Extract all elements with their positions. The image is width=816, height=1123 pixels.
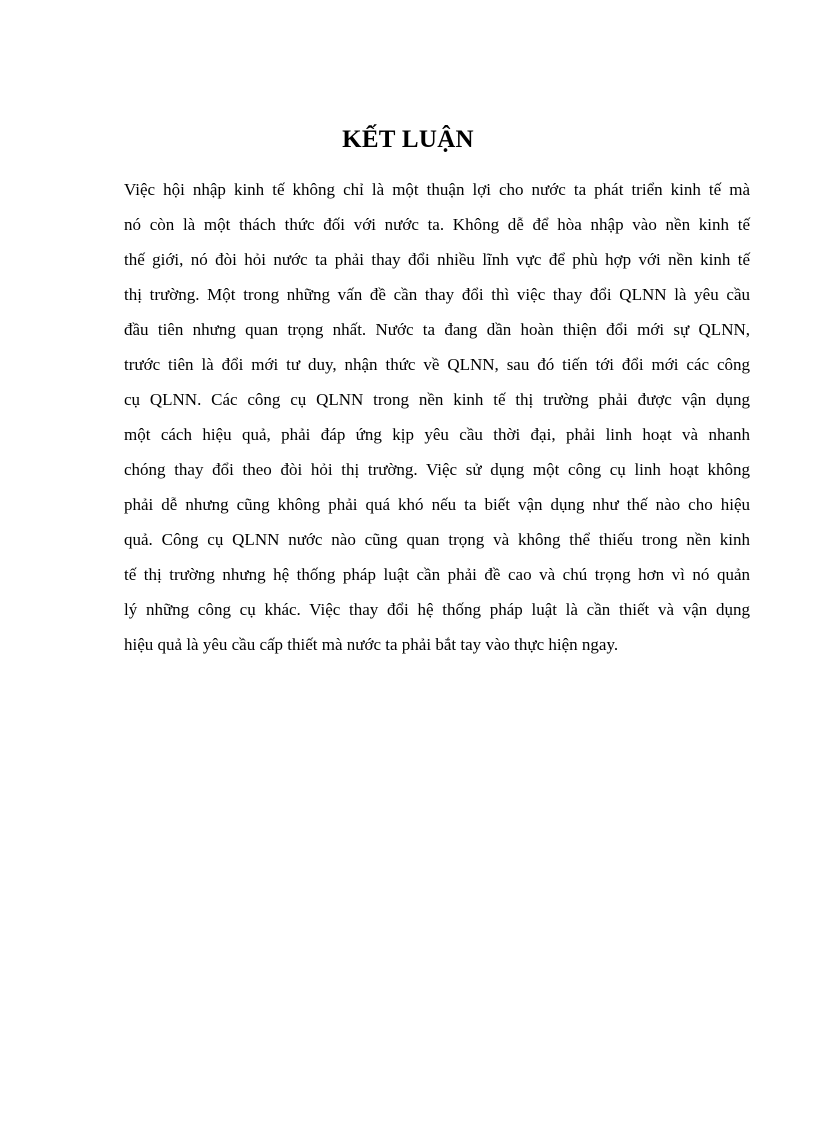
- paragraph-line: thế giới, nó đòi hỏi nước ta phải thay đổi nhiều lĩnh vực để phù hợp với nền kinh tế: [124, 250, 750, 269]
- paragraph-line: Việc hội nhập kinh tế không chỉ là một thuận lợi cho nước ta phát triển kinh tế mà: [124, 180, 750, 199]
- paragraph-line: hiệu quả là yêu cầu cấp thiết mà nước ta phải bắt tay vào thực hiện ngay.: [124, 635, 619, 654]
- paragraph-line: cụ QLNN. Các công cụ QLNN trong nền kinh tế thị trường phải được vận dụng: [124, 390, 750, 409]
- page-title: KẾT LUẬN: [342, 126, 474, 153]
- paragraph-line: đầu tiên nhưng quan trọng nhất. Nước ta đang dần hoàn thiện đổi mới sự QLNN,: [124, 320, 750, 339]
- paragraph-line: lý những công cụ khác. Việc thay đổi hệ thống pháp luật là cần thiết và vận dụng: [124, 600, 750, 619]
- paragraph-line: một cách hiệu quả, phải đáp ứng kịp yêu cầu thời đại, phải linh hoạt và nhanh: [124, 425, 750, 444]
- paragraph-line: tế thị trường nhưng hệ thống pháp luật cần phải đề cao và chú trọng hơn vì nó quản: [124, 565, 750, 584]
- paragraph-line: phải dễ nhưng cũng không phải quá khó nếu ta biết vận dụng như thế nào cho hiệu: [124, 495, 750, 514]
- paragraph-line: nó còn là một thách thức đối với nước ta. Không dễ để hòa nhập vào nền kinh tế: [124, 215, 750, 234]
- paragraph-line: quả. Công cụ QLNN nước nào cũng quan trọng và không thể thiếu trong nền kinh: [124, 530, 750, 549]
- paragraph-line: thị trường. Một trong những vấn đề cần thay đổi thì việc thay đổi QLNN là yêu cầu: [124, 285, 750, 304]
- paragraph-line: chóng thay đổi theo đòi hỏi thị trường. Việc sử dụng một công cụ linh hoạt không: [124, 460, 750, 479]
- paragraph-line: trước tiên là đổi mới tư duy, nhận thức về QLNN, sau đó tiến tới đổi mới các công: [124, 355, 750, 374]
